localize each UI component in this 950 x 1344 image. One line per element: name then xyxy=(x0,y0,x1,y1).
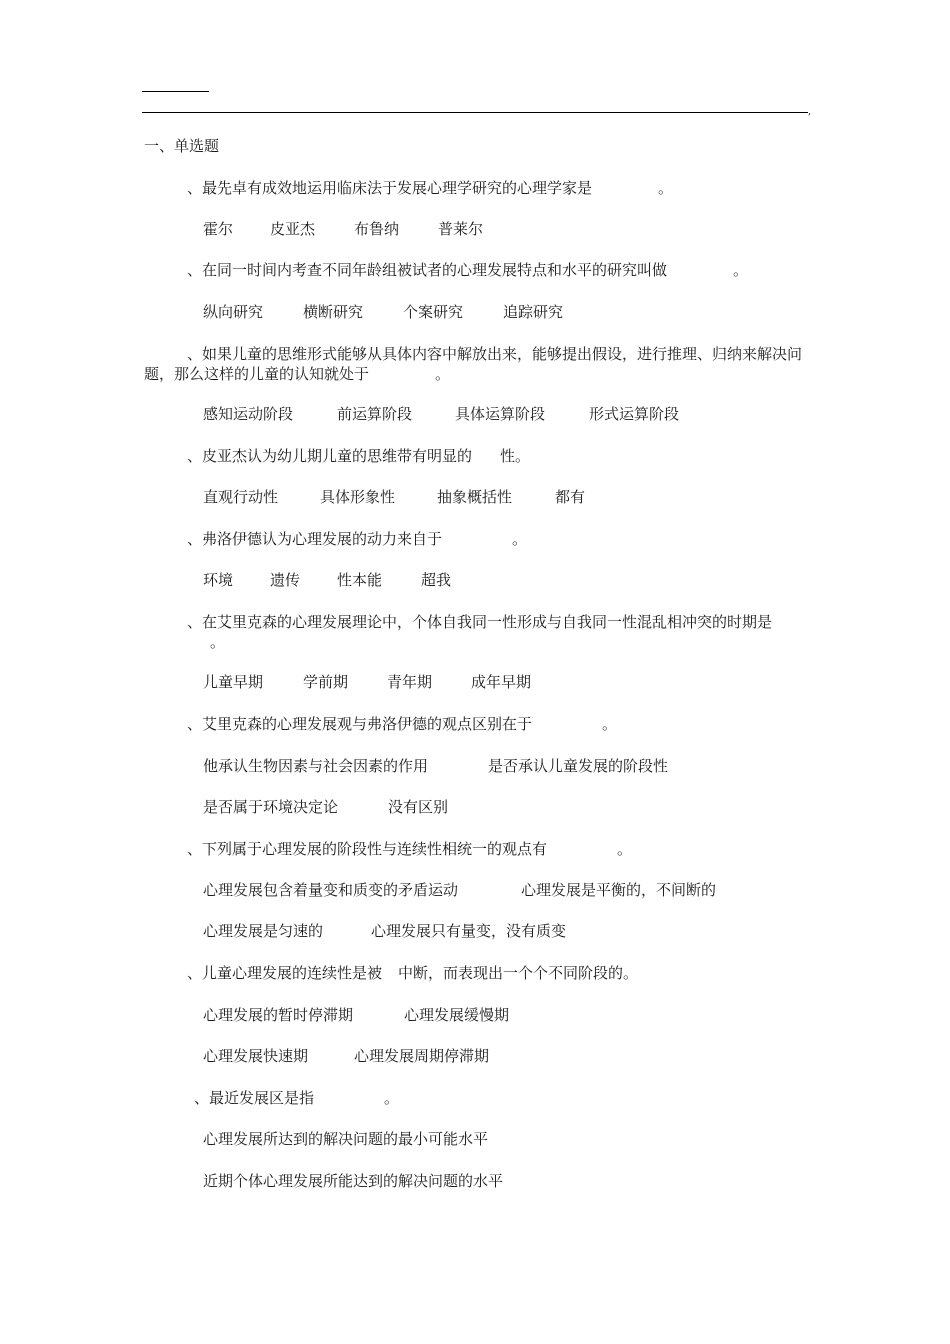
options-row-9b xyxy=(203,1046,489,1066)
question-8 xyxy=(187,839,807,859)
option: 心理发展所达到的解决问题的最小可能水平 xyxy=(203,1130,489,1148)
question-stem: 、在同一时间内考查不同年龄组被试者的心理发展特点和水平的研究叫做 xyxy=(187,261,668,279)
option: 形式运算阶段 xyxy=(589,405,680,423)
question-end: 。 xyxy=(512,530,528,548)
option: 感知运动阶段 xyxy=(203,405,294,423)
options-row-8a xyxy=(203,880,716,900)
options-row-9a xyxy=(203,1005,509,1025)
option: 普莱尔 xyxy=(438,220,484,238)
option: 前运算阶段 xyxy=(337,405,413,423)
question-4 xyxy=(187,446,807,466)
option: 直观行动性 xyxy=(203,488,279,506)
option: 他承认生物因素与社会因素的作用 xyxy=(203,757,429,775)
option: 布鲁纳 xyxy=(354,220,400,238)
option: 纵向研究 xyxy=(203,303,264,321)
question-stem: 、如果儿童的思维形式能够从具体内容中解放出来，能够提出假设，进行推理、归纳来解决问题，那么这样的儿童的认知就处于 xyxy=(144,345,803,383)
header-rule-mark: , xyxy=(808,106,812,117)
options-row-8b xyxy=(203,921,566,941)
question-6 xyxy=(144,612,808,652)
options-row-7b xyxy=(203,797,448,817)
question-end: 。 xyxy=(435,365,451,383)
option: 青年期 xyxy=(387,673,433,691)
option: 心理发展周期停滞期 xyxy=(354,1047,490,1065)
question-end: 。 xyxy=(602,715,618,733)
question-stem: 、弗洛伊德认为心理发展的动力来自于 xyxy=(187,530,443,548)
option: 追踪研究 xyxy=(503,303,564,321)
option: 环境 xyxy=(203,571,234,589)
question-5 xyxy=(187,529,807,549)
question-end: 性。 xyxy=(500,447,531,465)
options-row-7a xyxy=(203,756,668,776)
option: 成年早期 xyxy=(471,673,532,691)
option: 没有区别 xyxy=(388,798,449,816)
question-end: 。 xyxy=(210,633,226,651)
option: 心理发展是匀速的 xyxy=(203,922,324,940)
option: 具体形象性 xyxy=(320,488,396,506)
question-3 xyxy=(144,344,808,384)
option: 心理发展快速期 xyxy=(203,1047,309,1065)
option: 是否属于环境决定论 xyxy=(203,798,339,816)
question-stem: 、艾里克森的心理发展观与弗洛伊德的观点区别在于 xyxy=(187,715,533,733)
option: 具体运算阶段 xyxy=(455,405,546,423)
question-9 xyxy=(187,963,807,983)
option: 都有 xyxy=(555,488,586,506)
question-stem: 、最先卓有成效地运用临床法于发展心理学研究的心理学家是 xyxy=(187,179,593,197)
question-stem: 、儿童心理发展的连续性是被 xyxy=(187,964,383,982)
options-row-3 xyxy=(203,404,679,424)
option: 个案研究 xyxy=(403,303,464,321)
option: 近期个体心理发展所能达到的解决问题的水平 xyxy=(203,1172,504,1190)
option: 抽象概括性 xyxy=(437,488,513,506)
option: 儿童早期 xyxy=(203,673,264,691)
section-title: 一、单选题 xyxy=(144,137,220,155)
question-end: 。 xyxy=(658,179,674,197)
question-end: 。 xyxy=(384,1089,400,1107)
question-end: 。 xyxy=(733,261,749,279)
option: 心理发展只有量变，没有质变 xyxy=(371,922,567,940)
header-short-rule xyxy=(142,91,209,92)
option: 心理发展缓慢期 xyxy=(404,1006,510,1024)
option: 超我 xyxy=(421,571,452,589)
option: 横断研究 xyxy=(303,303,364,321)
options-row-6 xyxy=(203,672,531,692)
option: 皮亚杰 xyxy=(270,220,316,238)
question-7 xyxy=(187,714,807,734)
question-10 xyxy=(194,1088,814,1108)
question-end: 中断，而表现出一个个不同阶段的。 xyxy=(398,964,639,982)
options-row-10b xyxy=(203,1171,503,1191)
header-rule xyxy=(142,112,808,113)
option: 性本能 xyxy=(337,571,383,589)
question-stem: 、下列属于心理发展的阶段性与连续性相统一的观点有 xyxy=(187,840,548,858)
option: 遗传 xyxy=(270,571,301,589)
question-stem: 、最近发展区是指 xyxy=(194,1089,315,1107)
question-stem: 、皮亚杰认为幼儿期儿童的思维带有明显的 xyxy=(187,447,473,465)
option: 心理发展包含着量变和质变的矛盾运动 xyxy=(203,881,459,899)
question-1 xyxy=(187,178,807,198)
option: 心理发展是平衡的，不间断的 xyxy=(521,881,717,899)
options-row-1 xyxy=(203,219,483,239)
question-stem: 、在艾里克森的心理发展理论中，个体自我同一性形成与自我同一性混乱相冲突的时期是 xyxy=(187,613,773,631)
options-row-10a xyxy=(203,1129,488,1149)
question-2 xyxy=(187,260,807,280)
option: 心理发展的暂时停滞期 xyxy=(203,1006,354,1024)
options-row-4 xyxy=(203,487,585,507)
question-end: 。 xyxy=(617,840,633,858)
option: 学前期 xyxy=(303,673,349,691)
options-row-5 xyxy=(203,570,451,590)
option: 霍尔 xyxy=(203,220,234,238)
options-row-2 xyxy=(203,302,563,322)
option: 是否承认儿童发展的阶段性 xyxy=(488,757,669,775)
